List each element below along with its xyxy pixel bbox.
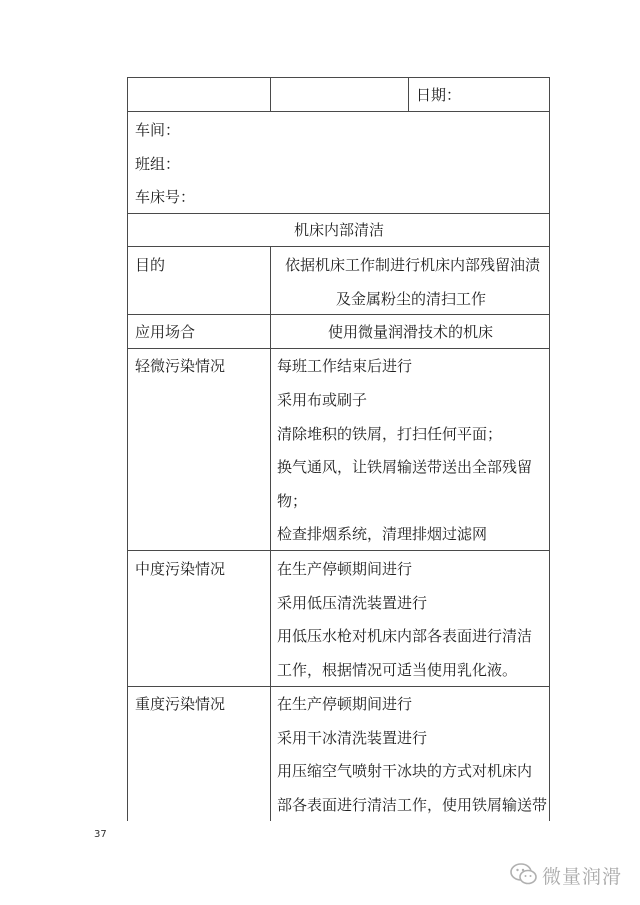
heavy-line: 采用干冰清洗装置进行 (277, 729, 428, 747)
row-divider (127, 314, 550, 315)
team-label: 班组： (135, 155, 181, 173)
workshop-label: 车间： (135, 121, 181, 139)
purpose-line: 及金属粉尘的清扫工作 (336, 290, 487, 308)
application-label: 应用场合 (135, 323, 196, 341)
watermark-text: 微量润滑 (542, 866, 623, 888)
row-divider (127, 686, 550, 687)
application-line: 使用微量润滑技术的机床 (328, 323, 494, 341)
wechat-icon (510, 862, 538, 886)
medium-line: 在生产停顿期间进行 (277, 560, 413, 578)
medium-label: 中度污染情况 (135, 560, 226, 578)
light-label: 轻微污染情况 (135, 357, 226, 375)
light-line: 检查排烟系统，清理排烟过滤网 (277, 525, 488, 543)
heavy-line: 部各表面进行清洁工作，使用铁屑输送带 (277, 796, 548, 814)
purpose-line: 依据机床工作制进行机床内部残留油渍 (285, 256, 541, 274)
label-col-divider (270, 246, 271, 821)
light-line: 换气通风，让铁屑输送带送出全部残留 (277, 458, 533, 476)
header-col-divider (270, 77, 271, 112)
machine-no-label: 车床号： (135, 188, 196, 206)
purpose-label: 目的 (135, 256, 166, 274)
light-line: 每班工作结束后进行 (277, 357, 413, 375)
row-divider (127, 550, 550, 551)
medium-line: 采用低压清洗装置进行 (277, 594, 428, 612)
light-line: 采用布或刷子 (277, 391, 368, 409)
header-col-divider (408, 77, 409, 112)
light-line: 清除堆积的铁屑，打扫任何平面； (277, 425, 503, 443)
row-divider (127, 111, 550, 112)
row-divider (127, 213, 550, 214)
page-number: 37 (94, 829, 107, 840)
heavy-line: 在生产停顿期间进行 (277, 695, 413, 713)
row-divider (127, 348, 550, 349)
heavy-line: 用压缩空气喷射干冰块的方式对机床内 (277, 762, 533, 780)
medium-line: 用低压水枪对机床内部各表面进行清洁 (277, 627, 533, 645)
row-divider (127, 246, 550, 247)
medium-line: 工作，根据情况可适当使用乳化液。 (277, 661, 518, 679)
date-label: 日期： (416, 86, 462, 104)
heavy-label: 重度污染情况 (135, 695, 226, 713)
light-line: 物； (277, 492, 308, 510)
watermark (510, 860, 630, 888)
section-title: 机床内部清洁 (294, 221, 385, 239)
